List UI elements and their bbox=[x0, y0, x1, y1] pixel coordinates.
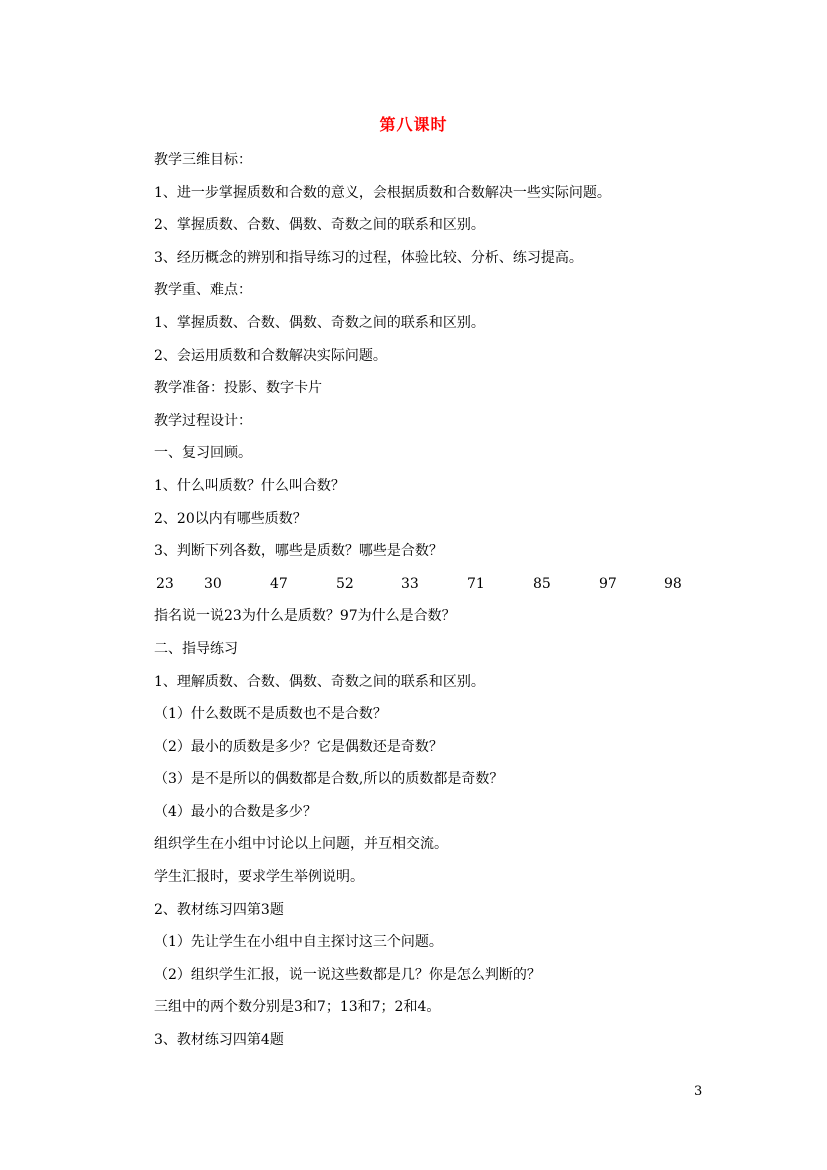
paragraph: 一、复习回顾。 bbox=[154, 445, 252, 462]
number-list bbox=[154, 572, 714, 605]
number-item: 52 bbox=[336, 575, 354, 592]
teaching-preparation: 教学准备：投影、数字卡片 bbox=[154, 380, 322, 397]
number-item: 97 bbox=[599, 575, 617, 592]
paragraph: 组织学生在小组中讨论以上问题，并互相交流。 bbox=[154, 836, 448, 853]
section-heading-key-points: 教学重、难点： bbox=[154, 282, 252, 299]
paragraph: 2、教材练习四第3题 bbox=[154, 901, 284, 918]
paragraph: 3、经历概念的辨别和指导练习的过程，体验比较、分析、练习提高。 bbox=[154, 249, 583, 266]
paragraph: 2、掌握质数、合数、偶数、奇数之间的联系和区别。 bbox=[154, 217, 485, 234]
paragraph: 1、进一步掌握质数和合数的意义，会根据质数和合数解决一些实际问题。 bbox=[154, 184, 611, 201]
paragraph: 3、判断下列各数，哪些是质数？哪些是合数？ bbox=[154, 543, 443, 560]
question-item: （1）先让学生在小组中自主探讨这三个问题。 bbox=[154, 934, 443, 951]
paragraph: 三组中的两个数分别是3和7；13和7；2和4。 bbox=[154, 999, 441, 1016]
paragraph: 学生汇报时，要求学生举例说明。 bbox=[154, 869, 364, 886]
paragraph: 2、20以内有哪些质数？ bbox=[154, 510, 307, 527]
number-item: 30 bbox=[204, 575, 222, 592]
section-heading-practice: 二、指导练习 bbox=[154, 640, 238, 657]
page-number: 3 bbox=[694, 1084, 703, 1099]
question-item: （1）什么数既不是质数也不是合数？ bbox=[154, 706, 387, 723]
document-body bbox=[154, 148, 714, 1061]
question-item: （3）是不是所以的偶数都是合数,所以的质数都是奇数？ bbox=[154, 771, 504, 788]
paragraph: 1、什么叫质数？什么叫合数？ bbox=[154, 477, 345, 494]
lesson-title: 第八课时 bbox=[379, 115, 448, 134]
number-item: 85 bbox=[533, 575, 551, 592]
number-item: 71 bbox=[467, 575, 485, 592]
question-item: （4）最小的合数是多少？ bbox=[154, 803, 317, 820]
number-item: 47 bbox=[270, 575, 288, 592]
section-heading-goals: 教学三维目标： bbox=[154, 152, 252, 168]
paragraph: 指名说一说23为什么是质数？97为什么是合数？ bbox=[154, 608, 456, 625]
paragraph: 3、教材练习四第4题 bbox=[154, 1032, 284, 1049]
paragraph: 1、掌握质数、合数、偶数、奇数之间的联系和区别。 bbox=[154, 314, 485, 331]
paragraph: 2、会运用质数和合数解决实际问题。 bbox=[154, 347, 387, 364]
number-item: 33 bbox=[401, 575, 419, 592]
number-item: 23 bbox=[156, 575, 174, 592]
paragraph: 1、理解质数、合数、偶数、奇数之间的联系和区别。 bbox=[154, 673, 485, 690]
question-item: （2）组织学生汇报，说一说这些数都是几？你是怎么判断的？ bbox=[154, 966, 541, 983]
question-item: （2）最小的质数是多少？它是偶数还是奇数？ bbox=[154, 738, 443, 755]
number-item: 98 bbox=[664, 575, 682, 592]
section-heading-process: 教学过程设计： bbox=[154, 412, 252, 429]
